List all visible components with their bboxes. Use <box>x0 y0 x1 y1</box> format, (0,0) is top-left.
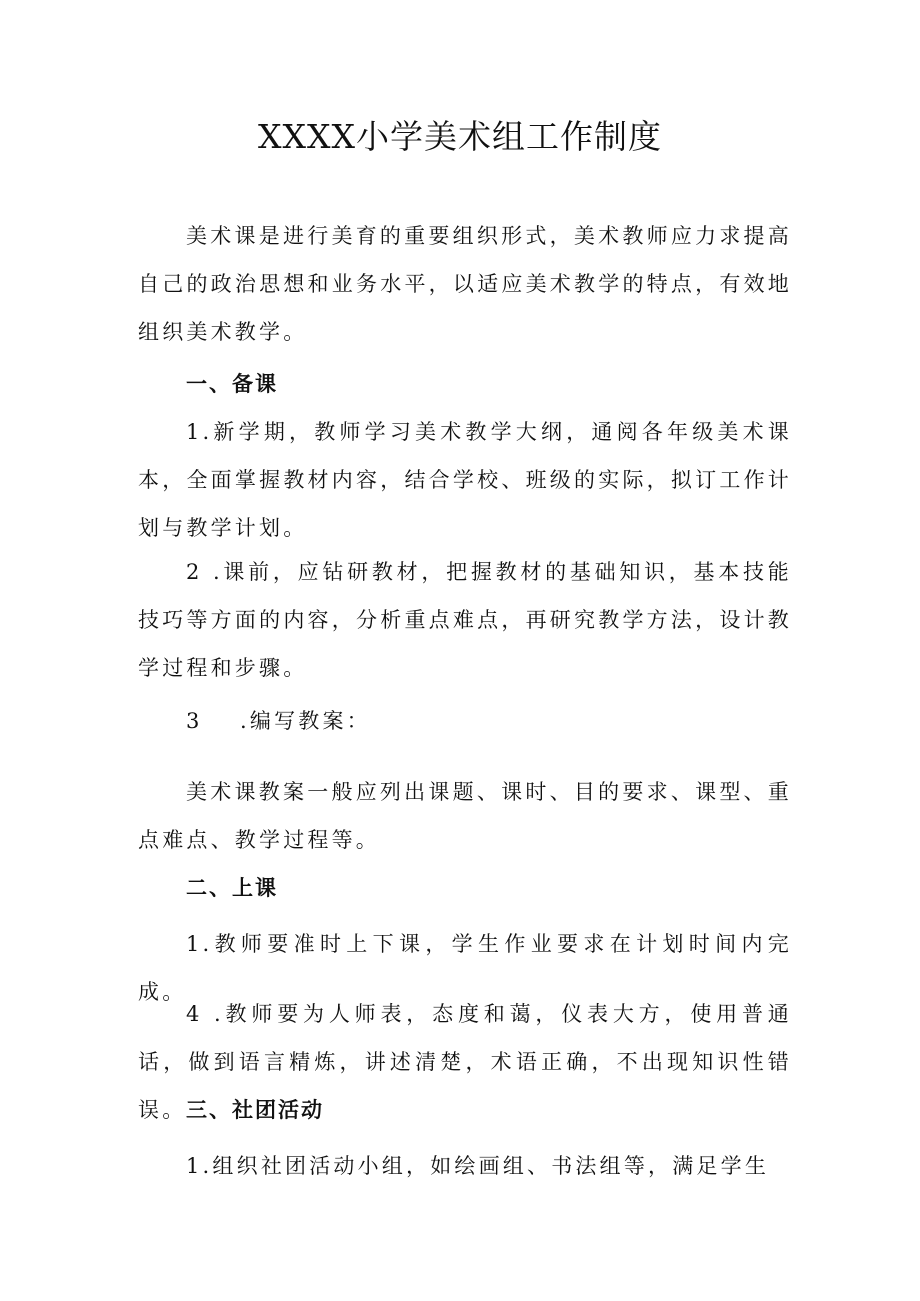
section-heading-club: 三、社团活动 <box>186 1098 324 1122</box>
club-item-1: 1.组织社团活动小组，如绘画组、书法组等，满足学生 <box>186 1154 770 1178</box>
lesson-plan-detail: 美术课教案一般应列出课题、课时、目的要求、课型、重点难点、教学过程等。 <box>138 780 792 852</box>
class-item-1: 1.教师要准时上下课，学生作业要求在计划时间内完成。 <box>138 932 792 1004</box>
item-number: 3 <box>186 709 203 733</box>
preparation-item-1: 1.新学期，教师学习美术教学大纲，通阅各年级美术课本，全面掌握教材内容，结合学校、班级的实际，拟订工作计划与教学计划。 <box>138 420 792 540</box>
section-heading-class: 二、上课 <box>186 876 278 900</box>
class-item-4: 4 .教师要为人师表，态度和蔼，仪表大方，使用普通话，做到语言精炼，讲述清楚，术语正确，不出现知识性错误。 <box>138 1002 792 1122</box>
preparation-item-3 <box>138 697 792 745</box>
intro-paragraph: 美术课是进行美育的重要组织形式，美术教师应力求提高自己的政治思想和业务水平，以适应美术教学的特点，有效地组织美术教学。 <box>138 224 792 344</box>
item-text: .编写教案： <box>240 709 371 733</box>
page-title: XXXX小学美术组工作制度 <box>258 117 662 156</box>
preparation-item-2: 2 .课前，应钻研教材，把握教材的基础知识，基本技能技巧等方面的内容，分析重点难点，再研究教学方法，设计教学过程和步骤。 <box>138 560 792 680</box>
section-heading-preparation: 一、备课 <box>186 372 278 396</box>
